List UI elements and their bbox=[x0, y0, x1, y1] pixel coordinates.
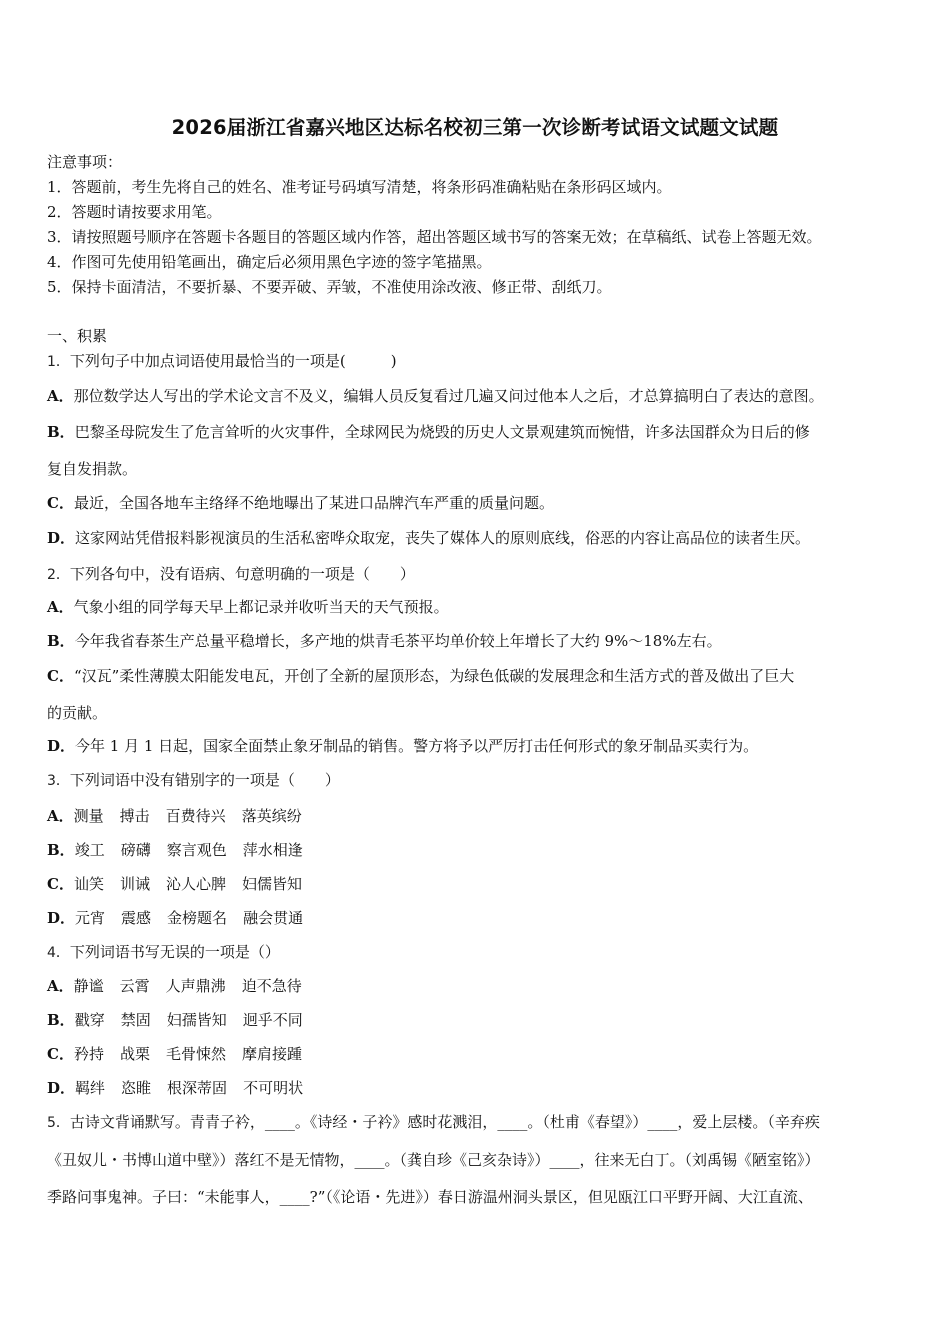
word: 云霄 bbox=[119, 977, 150, 995]
question-text: 下列句子中加点词语使用最恰当的一项是( ) bbox=[69, 352, 397, 370]
question-number: 1． bbox=[47, 354, 70, 370]
option-label: A． bbox=[47, 598, 74, 616]
word: 元宵 bbox=[75, 909, 106, 927]
option-label: C． bbox=[47, 494, 74, 512]
question-3-option-d bbox=[47, 908, 319, 928]
word: 察言观色 bbox=[166, 841, 227, 859]
notice-item-2: 2．答题时请按要求用笔。 bbox=[47, 203, 222, 221]
option-label: D． bbox=[47, 737, 76, 755]
word: 竣工 bbox=[74, 841, 105, 859]
question-5-line-2: 《丑奴儿・书博山道中壁》）落红不是无情物，____。（龚自珍《己亥杂诗》）____，往来无白丁。（刘禹锡《陋室铭》） bbox=[47, 1151, 820, 1169]
question-5-line-3: 季路问事鬼神。子曰：“未能事人，____?”（《论语・先进》）春日游温州洞头景区，但见瓯江口平野开阔、大江直流、 bbox=[47, 1188, 813, 1206]
option-label: D． bbox=[47, 1079, 76, 1097]
question-1-stem bbox=[47, 351, 397, 372]
option-label: D． bbox=[47, 529, 76, 547]
option-text: 巴黎圣母院发生了危言耸听的火灾事件，全球网民为烧毁的历史人文景观建筑而惋惜，许多法国群众为日后的修 bbox=[74, 423, 810, 441]
question-1-option-c bbox=[47, 493, 554, 513]
word: 妇儒皆知 bbox=[242, 875, 303, 893]
word: 讪笑 bbox=[73, 875, 104, 893]
word: 根深蒂固 bbox=[167, 1079, 228, 1097]
question-text: 下列词语中没有错别字的一项是（ ） bbox=[69, 771, 340, 789]
question-4-option-a bbox=[47, 976, 318, 996]
notice-heading: 注意事项： bbox=[47, 153, 123, 171]
question-2-stem bbox=[47, 564, 415, 585]
option-text: 气象小组的同学每天早上都记录并收听当天的天气预报。 bbox=[73, 598, 449, 616]
word: 训诫 bbox=[119, 875, 150, 893]
question-4-option-c bbox=[47, 1044, 318, 1064]
word: 禁固 bbox=[120, 1011, 151, 1029]
question-3-option-c bbox=[47, 874, 318, 894]
question-2-option-d bbox=[47, 736, 758, 756]
word: 融会贯通 bbox=[243, 909, 304, 927]
option-label: B． bbox=[47, 632, 75, 650]
word: 恣睢 bbox=[121, 1079, 152, 1097]
word: 百费待兴 bbox=[165, 807, 226, 825]
notice-item-4: 4．作图可先使用铅笔画出，确定后必须用黑色字迹的签字笔描黑。 bbox=[47, 253, 492, 271]
word: 迫不急待 bbox=[241, 977, 302, 995]
question-3-stem bbox=[47, 770, 340, 791]
word: 毛骨悚然 bbox=[165, 1045, 226, 1063]
notice-item-3: 3．请按照题号顺序在答题卡各题目的答题区域内作答，超出答题区域书写的答案无效；在草稿纸、试卷上答题无效。 bbox=[47, 228, 822, 246]
question-3-option-a bbox=[47, 806, 318, 826]
question-2-option-b bbox=[47, 631, 722, 651]
question-2-option-c bbox=[47, 666, 794, 686]
question-1-option-d bbox=[47, 528, 810, 548]
question-text: 下列词语书写无误的一项是（） bbox=[69, 943, 280, 961]
option-text: “汉瓦”柔性薄膜太阳能发电瓦，开创了全新的屋顶形态，为绿色低碳的发展理念和生活方式的普及做出了巨大 bbox=[73, 667, 795, 685]
option-text: 今年我省春茶生产总量平稳增长，多产地的烘青毛茶平均单价较上年增长了大约 9%～18%左右。 bbox=[74, 632, 722, 650]
word: 测量 bbox=[73, 807, 104, 825]
notice-item-5: 5．保持卡面清洁，不要折暴、不要弄破、弄皱，不准使用涂改液、修正带、刮纸刀。 bbox=[47, 278, 612, 296]
option-label: C． bbox=[47, 667, 74, 685]
question-number: 4． bbox=[47, 945, 70, 961]
question-number: 3． bbox=[47, 773, 70, 789]
question-number: 2． bbox=[47, 567, 70, 583]
option-label: A． bbox=[47, 807, 74, 825]
word: 迥乎不同 bbox=[242, 1011, 303, 1029]
word: 矜持 bbox=[73, 1045, 104, 1063]
word: 戳穿 bbox=[74, 1011, 105, 1029]
option-text: 最近，全国各地车主络绎不绝地曝出了某进口品牌汽车严重的质量问题。 bbox=[73, 494, 554, 512]
question-4-option-b bbox=[47, 1010, 319, 1030]
word: 人声鼎沸 bbox=[165, 977, 226, 995]
option-label: D． bbox=[47, 909, 76, 927]
question-2-option-a bbox=[47, 597, 449, 617]
question-3-option-b bbox=[47, 840, 319, 860]
word: 萍水相逢 bbox=[242, 841, 303, 859]
option-label: B． bbox=[47, 423, 75, 441]
question-text: 古诗文背诵默写。青青子衿，____。《诗经・子衿》感时花溅泪，____。（杜甫《春望》）____，爱上层楼。（辛弃疾 bbox=[69, 1113, 820, 1131]
question-2-option-c-continued: 的贡献。 bbox=[47, 704, 108, 722]
option-label: A． bbox=[47, 387, 74, 405]
word: 摩肩接踵 bbox=[242, 1045, 303, 1063]
option-text: 今年 1 月 1 日起，国家全面禁止象牙制品的销售。警方将予以严厉打击任何形式的象牙制品买卖行为。 bbox=[75, 737, 759, 755]
page-title: 2026届浙江省嘉兴地区达标名校初三第一次诊断考试语文试题文试题 bbox=[171, 116, 779, 139]
word: 妇孺皆知 bbox=[166, 1011, 227, 1029]
word: 震感 bbox=[121, 909, 152, 927]
word: 战栗 bbox=[119, 1045, 150, 1063]
word: 羁绊 bbox=[75, 1079, 106, 1097]
word: 不可明状 bbox=[243, 1079, 304, 1097]
notice-item-1: 1．答题前，考生先将自己的姓名、准考证号码填写清楚，将条形码准确粘贴在条形码区域内。 bbox=[47, 178, 672, 196]
option-label: A． bbox=[47, 977, 74, 995]
question-1-option-a bbox=[47, 386, 824, 406]
option-label: B． bbox=[47, 841, 75, 859]
option-text: 这家网站凭借报料影视演员的生活私密哗众取宠，丧失了媒体人的原则底线，俗恶的内容让高品位的读者生厌。 bbox=[75, 529, 811, 547]
section-heading: 一、积累 bbox=[47, 327, 108, 345]
question-number: 5． bbox=[47, 1115, 70, 1131]
question-text: 下列各句中，没有语病、句意明确的一项是（ ） bbox=[69, 565, 415, 583]
option-label: C． bbox=[47, 1045, 74, 1063]
option-text: 那位数学达人写出的学术论文言不及义，编辑人员反复看过几遍又问过他本人之后，才总算搞明白了表达的意图。 bbox=[73, 387, 824, 405]
question-5-line-1 bbox=[47, 1112, 820, 1133]
word: 磅礴 bbox=[120, 841, 151, 859]
word: 落英缤纷 bbox=[241, 807, 302, 825]
word: 搏击 bbox=[119, 807, 150, 825]
question-1-option-b-continued: 复自发捐款。 bbox=[47, 460, 138, 478]
word: 沁人心脾 bbox=[165, 875, 226, 893]
question-4-option-d bbox=[47, 1078, 319, 1098]
word: 金榜题名 bbox=[167, 909, 228, 927]
option-label: B． bbox=[47, 1011, 75, 1029]
option-label: C． bbox=[47, 875, 74, 893]
question-1-option-b bbox=[47, 422, 810, 442]
question-4-stem bbox=[47, 942, 280, 963]
word: 静谧 bbox=[73, 977, 104, 995]
